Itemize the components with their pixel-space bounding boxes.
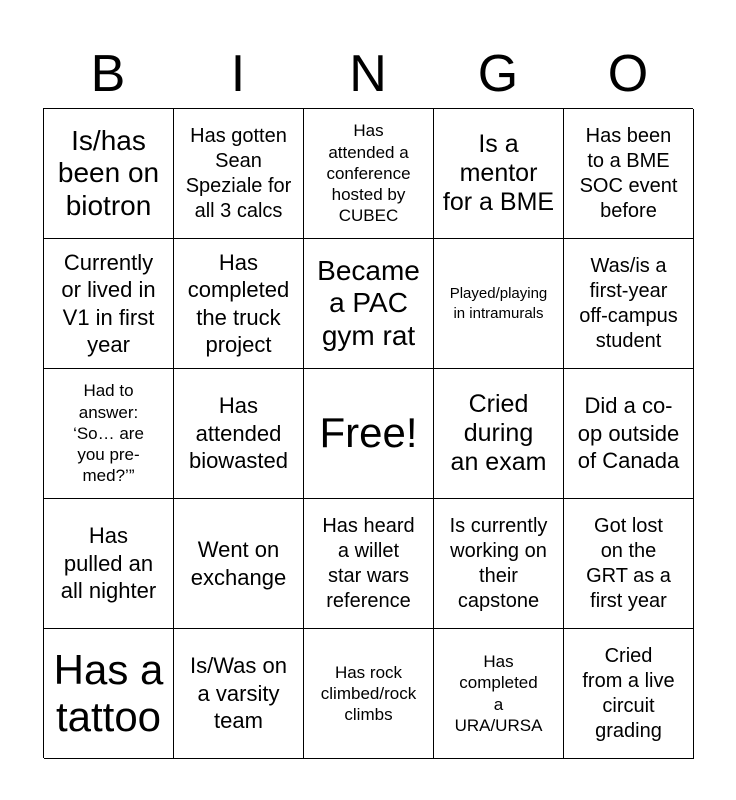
- bingo-cell[interactable]: Has rock climbed/rock climbs: [304, 629, 434, 759]
- bingo-cell[interactable]: Currently or lived in V1 in first year: [44, 239, 174, 369]
- bingo-cell[interactable]: Got lost on the GRT as a first year: [564, 499, 694, 629]
- bingo-cell[interactable]: Has gotten Sean Speziale for all 3 calcs: [174, 109, 304, 239]
- bingo-cell[interactable]: Has attended a conference hosted by CUBEC: [304, 109, 434, 239]
- header-letter-i: I: [230, 45, 246, 103]
- bingo-cell[interactable]: Played/playing in intramurals: [434, 239, 564, 369]
- header-letter-o: O: [607, 45, 649, 103]
- bingo-cell[interactable]: Was/is a first-year off-campus student: [564, 239, 694, 369]
- bingo-header: [43, 40, 693, 108]
- free-space-cell[interactable]: Free!: [304, 369, 434, 499]
- bingo-cell[interactable]: Has been to a BME SOC event before: [564, 109, 694, 239]
- bingo-cell[interactable]: Has completed the truck project: [174, 239, 304, 369]
- bingo-cell[interactable]: Has a tattoo: [44, 629, 174, 759]
- bingo-cell[interactable]: Has completed a URA/URSA: [434, 629, 564, 759]
- bingo-cell[interactable]: Is a mentor for a BME: [434, 109, 564, 239]
- bingo-board: [43, 108, 693, 758]
- bingo-cell[interactable]: Is/has been on biotron: [44, 109, 174, 239]
- bingo-cell[interactable]: Has pulled an all nighter: [44, 499, 174, 629]
- bingo-cell[interactable]: Has heard a willet star wars reference: [304, 499, 434, 629]
- bingo-cell[interactable]: Went on exchange: [174, 499, 304, 629]
- header-letter-n: N: [349, 45, 387, 103]
- bingo-cell[interactable]: Had to answer: ‘So… are you pre- med?’”: [44, 369, 174, 499]
- header-letter-b: B: [90, 45, 126, 103]
- bingo-cell[interactable]: Cried from a live circuit grading: [564, 629, 694, 759]
- bingo-cell[interactable]: Became a PAC gym rat: [304, 239, 434, 369]
- header-letter-g: G: [477, 45, 519, 103]
- bingo-cell[interactable]: Is currently working on their capstone: [434, 499, 564, 629]
- bingo-cell[interactable]: Did a co- op outside of Canada: [564, 369, 694, 499]
- bingo-cell[interactable]: Cried during an exam: [434, 369, 564, 499]
- bingo-cell[interactable]: Is/Was on a varsity team: [174, 629, 304, 759]
- bingo-cell[interactable]: Has attended biowasted: [174, 369, 304, 499]
